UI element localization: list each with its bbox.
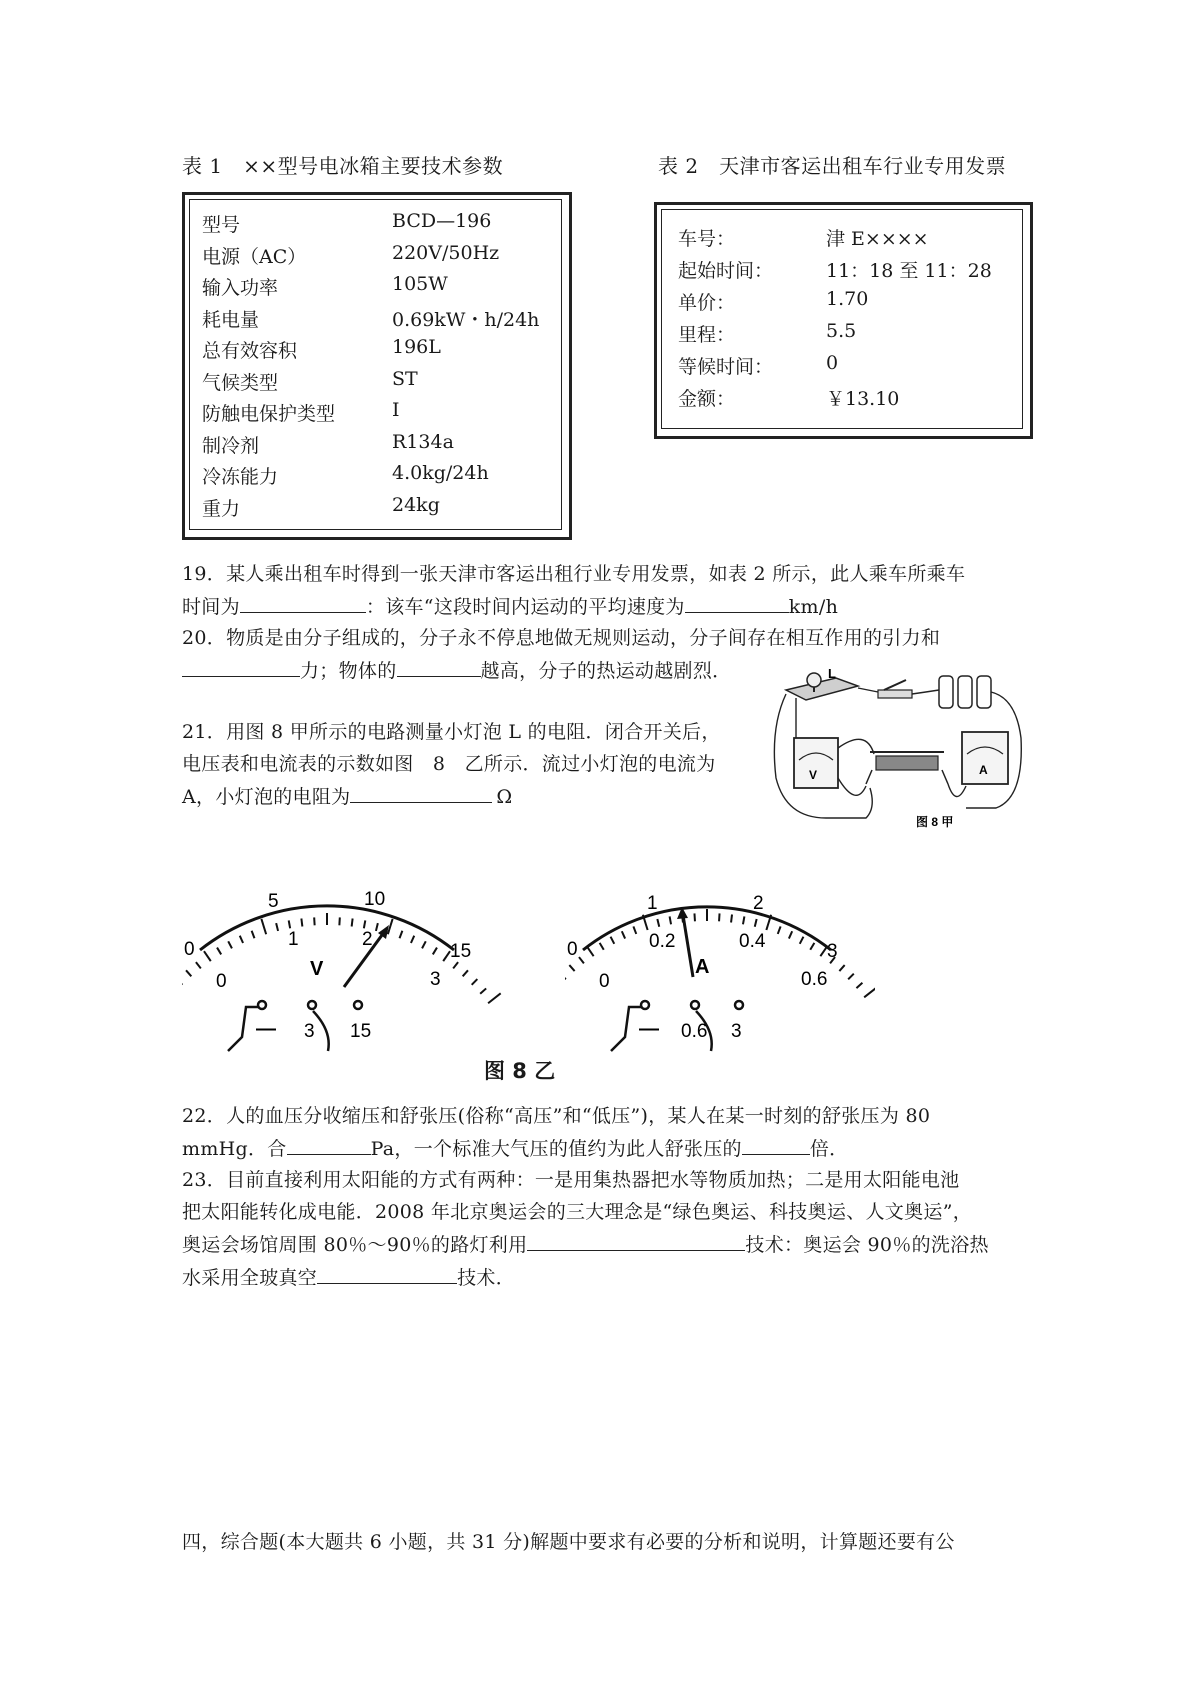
scale-tick (600, 943, 604, 950)
a-lower-0: 0 (599, 971, 610, 992)
voltmeter-icon (794, 738, 838, 788)
v-upper-5: 5 (268, 891, 279, 912)
table2-row (678, 352, 839, 379)
voltmeter-label: V (809, 768, 818, 782)
table1-row (202, 399, 400, 426)
scale-tick (433, 948, 437, 955)
voltmeter-dial (182, 855, 512, 1055)
scale-tick (276, 923, 278, 931)
table1-row (202, 430, 454, 458)
table1-row (202, 336, 441, 363)
v-terminal-3: 3 (304, 1021, 315, 1042)
table1-value: 4.0kg/24h (392, 462, 489, 484)
table1-row (202, 210, 492, 237)
ammeter-pointer (677, 907, 693, 977)
table1-key: 防触电保护类型 (202, 403, 336, 425)
table1-caption: 表 1 ××型号电冰箱主要技术参数 (182, 154, 504, 178)
scale-tick (789, 931, 792, 938)
scale-tick (289, 920, 290, 928)
table2-row (678, 256, 992, 283)
scale-tick (400, 931, 403, 938)
a-upper-3: 3 (827, 941, 838, 962)
q19-text-b: ：该车“这段时间内运动的平均速度为 (365, 596, 685, 618)
table2-row (678, 288, 869, 315)
lamp-board (786, 668, 858, 700)
scale-tick (411, 936, 414, 943)
table2-value: 0 (826, 352, 839, 374)
a-upper-0: 0 (567, 939, 578, 960)
scale-tick (856, 983, 862, 988)
a-terminal-06: 0.6 (681, 1021, 708, 1042)
voltmeter-terminals (228, 1001, 362, 1051)
switch-icon (878, 680, 912, 698)
table2-row (678, 224, 929, 251)
scale-tick (443, 951, 450, 961)
v-upper-15: 15 (450, 941, 472, 962)
scale-tick (622, 931, 625, 938)
table1-row (202, 241, 500, 269)
q22-line1: 22．人的血压分收缩压和舒张压(俗称“高压”和“低压”)，某人在某一时刻的舒张压为 80 (182, 1105, 931, 1127)
q19-blank-time[interactable] (240, 590, 366, 613)
a-upper-2: 2 (753, 893, 764, 914)
q23-line1: 23．目前直接利用太阳能的方式有两种：一是用集热器把水等物质加热；二是用太阳能电池 (182, 1169, 960, 1191)
scale-tick (364, 920, 365, 928)
a-lower-04: 0.4 (739, 931, 766, 952)
table2-caption: 表 2 天津市客运出租车行业专用发票 (658, 154, 1007, 178)
q20-blank-force[interactable] (182, 654, 300, 677)
q20-text-a: 力；物体的 (300, 660, 397, 682)
table1-key: 总有效容积 (202, 340, 298, 362)
table2-key: 金额： (678, 388, 736, 410)
table1-row (202, 305, 540, 332)
a-terminal-neg: — (639, 1018, 659, 1040)
scale-tick (240, 936, 243, 943)
scale-tick (633, 926, 636, 933)
v-upper-10: 10 (364, 889, 386, 910)
v-terminal-neg: — (256, 1018, 276, 1040)
scale-tick (472, 979, 478, 985)
q23-text-d: 技术． (457, 1267, 516, 1289)
q23-blank-water[interactable] (317, 1261, 457, 1284)
a-terminal-3: 3 (731, 1021, 742, 1042)
q23-line3 (182, 1228, 1027, 1261)
q22-blank-pa[interactable] (287, 1132, 371, 1155)
v-lower-2: 2 (362, 929, 373, 950)
q23-line4 (182, 1261, 1027, 1294)
scale-tick (480, 988, 486, 993)
table2-key: 等候时间： (678, 356, 774, 378)
rheostat-icon (866, 752, 948, 784)
scale-tick (743, 916, 744, 924)
table1-key: 输入功率 (202, 277, 279, 299)
voltmeter-symbol: V (310, 958, 324, 980)
a-lower-06: 0.6 (801, 969, 828, 990)
table2-key: 车号： (678, 228, 736, 250)
question-21 (182, 716, 742, 813)
battery-icon (939, 676, 991, 708)
q20-text-b: 越高，分子的热运动越剧烈． (480, 660, 732, 682)
table1-key: 电源（AC） (202, 245, 307, 268)
q21-line3 (182, 780, 742, 813)
table2-key: 里程： (678, 324, 736, 346)
question-22 (182, 1100, 1027, 1165)
a-lower-02: 0.2 (649, 931, 676, 952)
q19-blank-speed[interactable] (685, 590, 789, 613)
table2-key: 起始时间： (678, 260, 774, 282)
table2-value: 11：18 至 11：28 (826, 260, 992, 282)
q22-line2 (182, 1132, 1027, 1165)
q19-line2 (182, 590, 1027, 623)
table1-key: 制冷剂 (202, 434, 260, 457)
table1-value: 220V/50Hz (392, 241, 500, 264)
q22-text-a: mmHg．合 (182, 1138, 287, 1160)
ammeter-symbol: A (695, 956, 710, 978)
scale-tick (463, 970, 468, 976)
table1-value: 24kg (392, 493, 440, 516)
fig8b-caption: 图 8 乙 (484, 1059, 556, 1083)
scale-tick (376, 923, 378, 931)
table1-value: 196L (392, 336, 441, 358)
q21-blank-resistance[interactable] (350, 780, 492, 803)
q20-line1: 20．物质是由分子组成的，分子永不停息地做无规则运动，分子间存在相互作用的引力和 (182, 627, 941, 649)
scale-tick (301, 919, 302, 927)
scale-tick (565, 974, 566, 980)
table1-key: 型号 (202, 214, 241, 236)
table1-key: 重力 (202, 497, 241, 520)
circuit-figure (766, 668, 1032, 833)
scale-tick (848, 974, 854, 980)
scale-tick (453, 962, 458, 968)
ammeter-label: A (979, 763, 988, 777)
q23-text-c: 水采用全玻真空 (182, 1267, 318, 1289)
table1-value: ST (392, 367, 418, 390)
scale-tick (579, 957, 584, 963)
q23-text-a: 奥运会场馆周围 80％～90％的路灯利用 (182, 1234, 528, 1256)
scale-tick (755, 919, 757, 927)
scale-tick (657, 919, 659, 927)
table2-value: ￥13.10 (826, 388, 900, 410)
scale-tick (217, 948, 221, 955)
scale-tick (352, 919, 353, 927)
v-lower-1: 1 (288, 929, 299, 950)
q22-blank-ratio[interactable] (742, 1132, 810, 1155)
table2-value: 5.5 (826, 320, 857, 342)
scale-tick (587, 946, 594, 956)
table2-row (678, 320, 857, 347)
scale-tick (670, 916, 671, 924)
scale-tick (204, 951, 211, 961)
scale-tick (228, 941, 232, 948)
section-4-heading: 四，综合题(本大题共 6 小题，共 31 分)解题中要求有必要的分析和说明，计算题还要有公 (182, 1531, 955, 1553)
q20-blank-temp[interactable] (397, 654, 481, 677)
v-terminal-15: 15 (350, 1021, 372, 1042)
scale-tick (810, 943, 814, 950)
scale-tick (611, 937, 615, 944)
table1-value: R134a (392, 430, 454, 453)
lamp-label: L (828, 668, 836, 681)
ammeter-terminals (611, 1001, 743, 1051)
table2-row (678, 384, 900, 411)
scale-tick (839, 965, 844, 971)
scale-tick (186, 970, 191, 976)
table1-key: 耗电量 (202, 308, 260, 331)
q23-blank-lamp[interactable] (527, 1228, 745, 1251)
ammeter-dial (565, 855, 875, 1055)
v-lower-3: 3 (430, 969, 441, 990)
q22-text-c: 倍． (809, 1138, 849, 1160)
table1-row (202, 273, 448, 300)
q21-unit: Ω (496, 786, 513, 808)
table1-key: 冷冻能力 (202, 466, 279, 488)
q19-unit: km/h (788, 596, 839, 618)
question-19 (182, 558, 1027, 623)
q21-line1: 21．用图 8 甲所示的电路测量小灯泡 L 的电阻．闭合开关后， (182, 721, 721, 743)
table2-value: 1.70 (826, 288, 869, 310)
scale-tick (422, 941, 426, 948)
q21-text-a: A，小灯泡的电阻为 (182, 786, 351, 808)
table1-row (202, 462, 489, 489)
scale-tick (261, 919, 266, 934)
q23-text-b: 技术：奥运会 90％的洗浴热 (745, 1234, 989, 1256)
table1-row (202, 493, 440, 521)
fig8a-caption: 图 8 甲 (916, 815, 954, 829)
question-23 (182, 1164, 1027, 1294)
table1-key: 气候类型 (202, 371, 279, 394)
q19-line1: 19．某人乘出租车时得到一张天津市客运出租行业专用发票，如表 2 所示，此人乘车所乘车 (182, 563, 966, 585)
v-lower-0: 0 (216, 971, 227, 992)
scale-tick (778, 926, 781, 933)
ammeter-icon (962, 732, 1008, 784)
table1-value: 0.69kW・h/24h (392, 308, 540, 331)
table1-value: 105W (392, 273, 448, 295)
scale-tick (252, 931, 255, 938)
q21-line2: 电压表和电流表的示数如图 8 乙所示．流过小灯泡的电流为 (182, 753, 716, 775)
q23-line2: 把太阳能转化成电能．2008 年北京奥运会的三大理念是“绿色奥运、科技奥运、人文奥运”， (182, 1201, 973, 1223)
table1-row (202, 367, 418, 395)
scale-tick (569, 965, 574, 971)
table2-key: 单价： (678, 292, 736, 314)
lamp-icon (807, 673, 821, 687)
q22-text-b: Pa，一个标准大气压的值约为此人舒张压的 (370, 1138, 742, 1160)
v-upper-0: 0 (184, 939, 195, 960)
table1-value: BCD—196 (392, 210, 492, 232)
scale-tick (488, 993, 501, 1003)
scale-tick (864, 987, 875, 997)
scale-tick (800, 937, 804, 944)
table2-value: 津 E×××× (826, 228, 929, 250)
q19-text-a: 时间为 (182, 596, 240, 618)
scale-tick (731, 915, 732, 923)
scale-tick (196, 962, 201, 968)
a-upper-1: 1 (647, 893, 658, 914)
table1-value: I (392, 399, 400, 421)
